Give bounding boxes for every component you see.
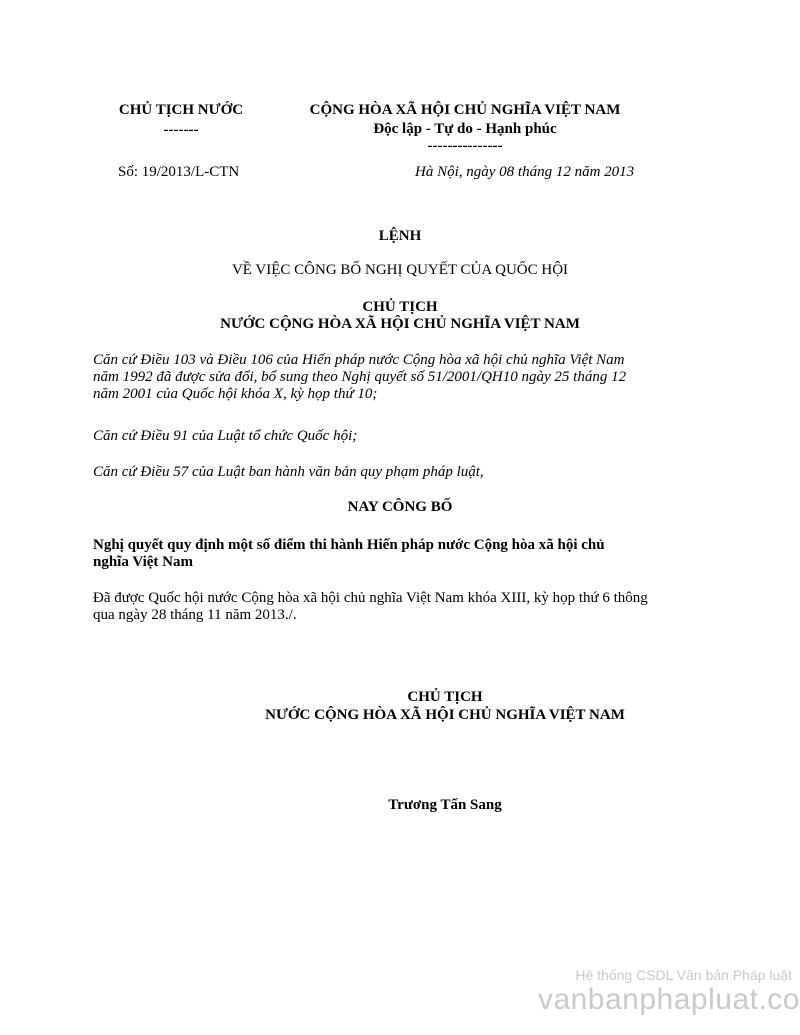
adoption-statement: Đã được Quốc hội nước Cộng hòa xã hội chủ nghĩa Việt Nam khóa XIII, kỳ họp thứ 6 thông qua ngày 28 tháng 11 năm 2013./. [93,590,648,623]
legal-basis-3: Căn cứ Điều 57 của Luật ban hành văn bản quy phạm pháp luật, [93,464,484,480]
watermark-system: Hệ thống CSDL Văn bản Pháp luật [575,967,792,983]
legal-basis-1: Căn cứ Điều 103 và Điều 106 của Hiến pháp nước Cộng hòa xã hội chủ nghĩa Việt Nam năm 1992 đã được sửa đổi, bổ sung theo Nghị quyết số 51/2001/QH10 ngày 25 tháng 12 năm 2001 của Quốc hội khóa X, kỳ họp thứ 10; [93,352,627,402]
issuer-name: CHỦ TỊCH NƯỚC [118,102,244,118]
document-subject: VỀ VIỆC CÔNG BỐ NGHỊ QUYẾT CỦA QUỐC HỘI [231,262,569,278]
watermark-site: vanbanphapluat.co [537,983,800,1016]
document-type: LỆNH [378,228,422,244]
country-name: CỘNG HÒA XÃ HỘI CHỦ NGHĨA VIỆT NAM [309,102,621,118]
resolution-title: Nghị quyết quy định một số điểm thi hành Hiến pháp nước Cộng hòa xã hội chủ nghĩa Việt Nam [93,537,605,570]
authority-country: NƯỚC CỘNG HÒA XÃ HỘI CHỦ NGHĨA VIỆT NAM [220,316,580,332]
announce-heading: NAY CÔNG BỐ [347,499,453,515]
document-number: Số: 19/2013/L-CTN [118,164,240,180]
national-motto: Độc lập - Tự do - Hạnh phúc [373,121,557,137]
authority-title: CHỦ TỊCH [362,299,438,315]
legal-basis-2: Căn cứ Điều 91 của Luật tổ chức Quốc hội; [93,428,358,444]
signer-name: Trương Tấn Sang [388,797,502,813]
signature-country: NƯỚC CỘNG HÒA XÃ HỘI CHỦ NGHĨA VIỆT NAM [265,707,625,723]
motto-rule: --------------- [427,138,503,154]
issuer-rule: ------- [163,122,199,138]
place-and-date: Hà Nội, ngày 08 tháng 12 năm 2013 [415,164,635,180]
signature-title: CHỦ TỊCH [407,689,483,705]
